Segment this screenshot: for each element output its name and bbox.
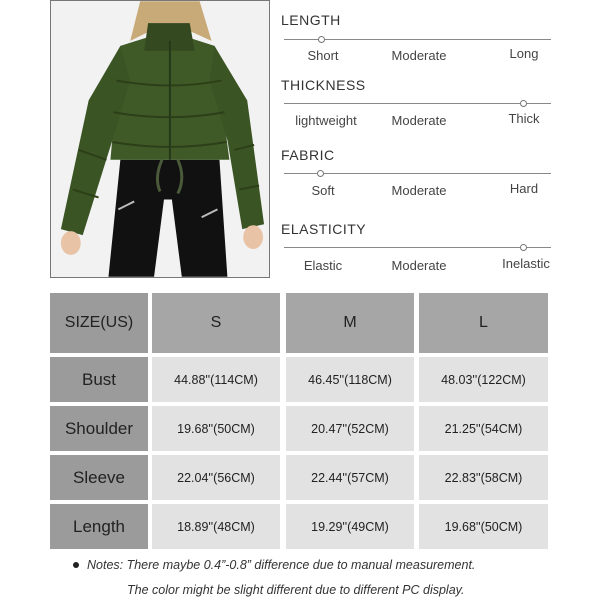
attribute-label: Moderate	[391, 183, 447, 198]
measurement-value-cell: 22.44''(57CM)	[286, 455, 414, 500]
attribute-label: Elastic	[303, 258, 343, 273]
measurement-value-cell: 44.88''(114CM)	[152, 357, 280, 402]
attribute-scale-marker	[318, 36, 325, 43]
size-header-cell: S	[152, 293, 280, 353]
bullet-icon	[73, 562, 79, 568]
measurement-value-cell: 46.45''(118CM)	[286, 357, 414, 402]
product-attributes	[281, 0, 551, 280]
attribute-label: Soft	[311, 183, 335, 198]
attribute-label: Short	[307, 48, 339, 63]
attribute-title: LENGTH	[281, 12, 341, 28]
attribute-label: Thick	[508, 111, 540, 126]
attribute-label: Moderate	[391, 113, 447, 128]
note-text: Notes: There maybe 0.4”-0.8” difference due to manual measurement.	[87, 558, 476, 572]
measurement-value-cell: 19.68''(50CM)	[419, 504, 548, 549]
attribute-title: THICKNESS	[281, 77, 366, 93]
size-header-cell: L	[419, 293, 548, 353]
measurement-value-cell: 19.29''(49CM)	[286, 504, 414, 549]
note-line	[73, 558, 475, 572]
size-header-cell: M	[286, 293, 414, 353]
measurement-value-cell: 48.03''(122CM)	[419, 357, 548, 402]
attribute-title: FABRIC	[281, 147, 335, 163]
measurement-label-cell: Length	[50, 504, 148, 549]
attribute-title: ELASTICITY	[281, 221, 367, 237]
attribute-label: Hard	[509, 181, 539, 196]
note-line: The color might be slight different due to different PC display.	[127, 583, 465, 597]
attribute-label: Long	[509, 46, 539, 61]
measurement-value-cell: 22.04''(56CM)	[152, 455, 280, 500]
attribute-label: Moderate	[391, 48, 447, 63]
attribute-label: lightweight	[295, 113, 357, 128]
measurement-value-cell: 22.83''(58CM)	[419, 455, 548, 500]
attribute-label: Moderate	[391, 258, 447, 273]
measurement-value-cell: 18.89''(48CM)	[152, 504, 280, 549]
attribute-scale-line	[284, 173, 551, 174]
attribute-label: Inelastic	[502, 256, 550, 271]
attribute-scale-marker	[520, 100, 527, 107]
cropped-puffer-jacket-image	[51, 1, 269, 277]
attribute-scale-line	[284, 103, 551, 104]
measurement-value-cell: 20.47''(52CM)	[286, 406, 414, 451]
measurement-value-cell: 19.68''(50CM)	[152, 406, 280, 451]
measurement-label-cell: Shoulder	[50, 406, 148, 451]
measurement-label-cell: Bust	[50, 357, 148, 402]
size-header-cell: SIZE(US)	[50, 293, 148, 353]
product-photo	[50, 0, 270, 278]
attribute-scale-line	[284, 247, 551, 248]
attribute-scale-marker	[317, 170, 324, 177]
attribute-scale-marker	[520, 244, 527, 251]
size-chart-table	[50, 293, 548, 549]
measurement-label-cell: Sleeve	[50, 455, 148, 500]
measurement-value-cell: 21.25''(54CM)	[419, 406, 548, 451]
